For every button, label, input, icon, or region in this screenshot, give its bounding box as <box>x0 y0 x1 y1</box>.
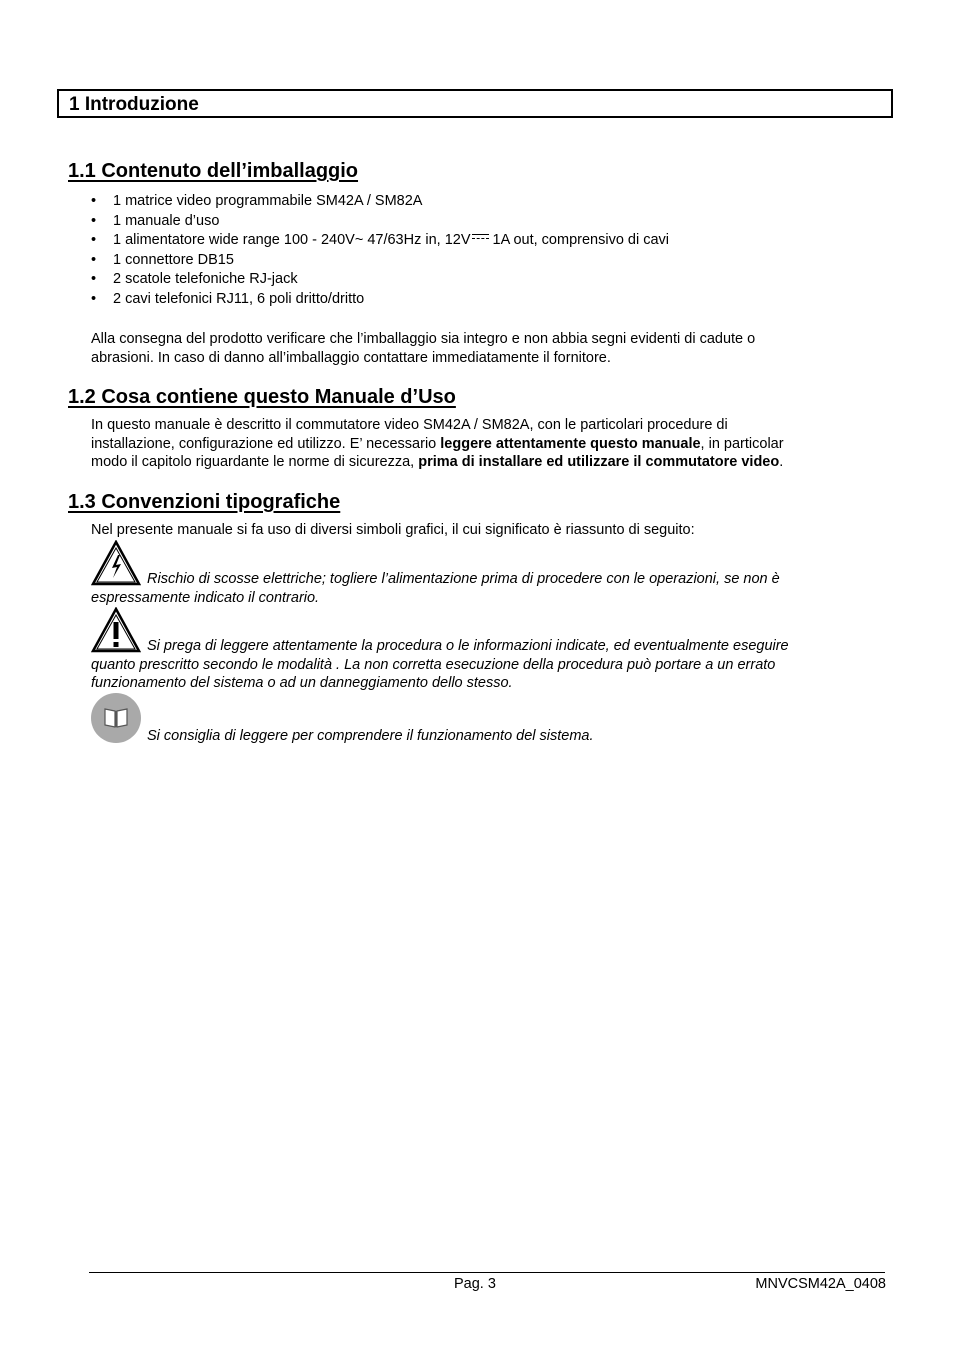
section-heading-manual: 1.2 Cosa contiene questo Manuale d’Uso <box>68 386 456 408</box>
chapter-header-box <box>57 89 893 118</box>
section-heading-contents: 1.1 Contenuto dell’imballaggio <box>68 160 359 182</box>
bold-text: leggere attentamente questo manuale <box>440 435 701 452</box>
list-item: • 2 scatole telefoniche RJ-jack <box>91 270 669 290</box>
list-item-tail: 1A out, comprensivo di cavi <box>492 232 670 248</box>
note-line: Si prega di leggere attentamente la procedura o le informazioni indicate, ed eventualmente eseguire <box>147 638 789 654</box>
list-item <box>91 231 669 251</box>
note-line: espressamente indicato il contrario. <box>91 589 320 606</box>
paragraph-line: Alla consegna del prodotto verificare che l’imballaggio sia integro e non abbia segni evidenti di cadute o <box>91 331 756 347</box>
note-caution <box>91 637 789 693</box>
book-info-icon <box>90 692 142 744</box>
paragraph-line: abrasioni. In caso di danno all’imballaggio contattare immediatamente il fornitore. <box>91 349 611 366</box>
document-code: MNVCSM42A_0408 <box>755 1276 886 1292</box>
paragraph-line <box>91 453 784 472</box>
note-line: funzionamento del sistema o ad un danneggiamento dello stesso. <box>91 675 513 691</box>
list-item: • 1 manuale d’uso <box>91 212 669 232</box>
list-item-text: 1 alimentatore wide range 100 - 240V~ 47/63Hz in, 12V <box>113 232 471 248</box>
page-number: Pag. 3 <box>454 1276 496 1292</box>
text-run: installazione, configurazione ed utilizzo. E’ necessario <box>91 435 441 452</box>
note-read-info: Si consiglia di leggere per comprendere il funzionamento del sistema. <box>147 728 594 744</box>
paragraph-line: In questo manuale è descritto il commutatore video SM42A / SM82A, con le particolari procedure di <box>91 417 728 433</box>
note-line: quanto prescritto secondo le modalità . La non corretta esecuzione della procedura può portare a un errato <box>91 656 776 673</box>
text-run: , in particolar <box>700 435 784 452</box>
manual-paragraph <box>91 416 784 472</box>
section-heading-conventions: 1.3 Convenzioni tipografiche <box>68 491 341 513</box>
note-electric-shock <box>91 570 780 607</box>
note-line: Rischio di scosse elettriche; togliere l’alimentazione prima di procedere con le operazioni, se non è <box>147 571 780 587</box>
delivery-paragraph <box>91 330 755 367</box>
package-contents-list <box>91 192 669 309</box>
dc-symbol-icon <box>472 234 489 242</box>
list-item: • 1 matrice video programmabile SM42A / SM82A <box>91 192 669 212</box>
chapter-title: 1 Introduzione <box>69 94 199 115</box>
paragraph-line <box>91 435 784 454</box>
list-item: • 1 connettore DB15 <box>91 251 669 271</box>
conventions-intro: Nel presente manuale si fa uso di diversi simboli grafici, il cui significato è riassunto di seguito: <box>91 522 695 538</box>
text-run: modo il capitolo riguardante le norme di sicurezza, <box>91 454 419 470</box>
list-item: • 2 cavi telefonici RJ11, 6 poli dritto/dritto <box>91 290 669 310</box>
footer-divider <box>89 1272 885 1273</box>
text-run: . <box>779 454 784 470</box>
bold-text: prima di installare ed utilizzare il commutatore video <box>418 454 780 470</box>
